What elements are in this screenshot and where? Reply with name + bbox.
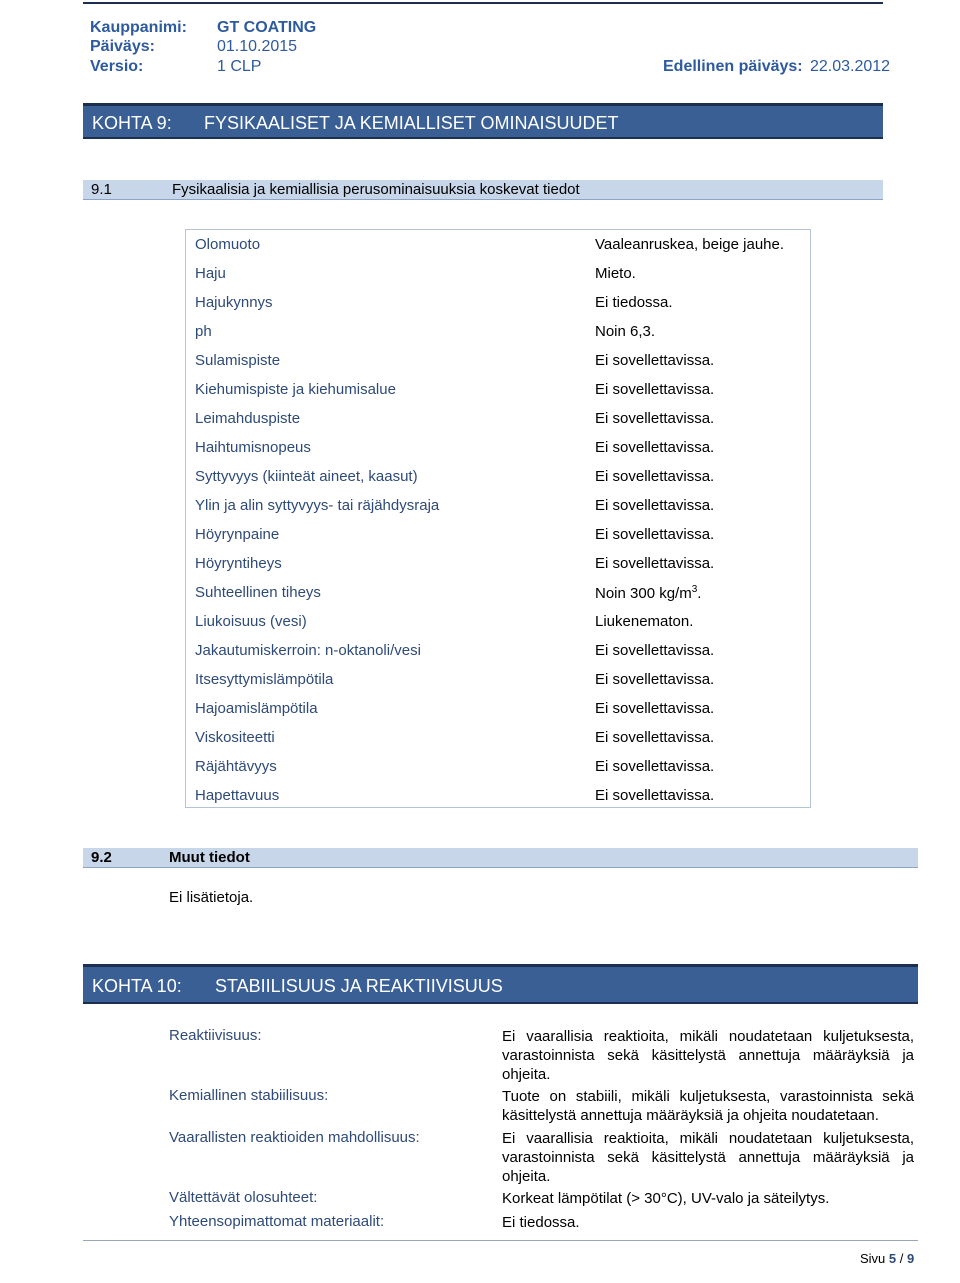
page-total: 9 [907, 1251, 915, 1266]
version-label: Versio: [90, 58, 144, 75]
property-value [595, 439, 714, 456]
property-value-text: Ei sovellettavissa. [595, 642, 715, 659]
property-label: Leimahduspiste [195, 410, 301, 427]
stab-label-hazardous-reactions: Vaarallisten reaktioiden mahdollisuus: [169, 1129, 420, 1146]
property-value [595, 671, 714, 688]
property-label: Itsesyttymislämpötila [195, 671, 334, 688]
subsection-9-2-title: Muut tiedot [169, 849, 250, 866]
date-value: 01.10.2015 [217, 38, 298, 55]
section-10-header [83, 964, 918, 1004]
property-value [595, 787, 714, 804]
property-label: Sulamispiste [195, 352, 281, 369]
property-label: Hapettavuus [195, 787, 280, 804]
property-value [595, 352, 714, 369]
property-value [595, 729, 714, 746]
stab-value-reactivity: Ei vaarallisia reaktioita, mikäli noudatetaan kuljetuksesta, varastoinnista sekä käsittelystä annettuja määräyksiä ja ohjeita. [502, 1028, 914, 1083]
subsection-9-2-header [83, 848, 918, 868]
property-value-text: Ei sovellettavissa. [595, 555, 715, 572]
stab-value-hazardous-reactions: Ei vaarallisia reaktioita, mikäli noudatetaan kuljetuksesta, varastoinnista sekä käsittelystä annettuja määräyksiä ja ohjeita. [502, 1130, 914, 1185]
property-row [186, 433, 810, 462]
property-row [186, 665, 810, 694]
property-row [186, 723, 810, 752]
property-value-text: Ei sovellettavissa. [595, 439, 715, 456]
property-value [595, 468, 714, 485]
property-label: Ylin ja alin syttyvyys- tai räjähdysraja [195, 497, 440, 514]
page-current: 5 [888, 1251, 897, 1266]
section-9-title: FYSIKAALISET JA KEMIALLISET OMINAISUUDET [204, 113, 619, 133]
section-9-number: KOHTA 9: [92, 113, 172, 133]
property-value-text: Mieto. [595, 265, 636, 282]
section-9-header [83, 103, 883, 139]
property-value [595, 497, 714, 514]
stab-label-conditions-to-avoid: Vältettävät olosuhteet: [169, 1189, 318, 1206]
property-label: Olomuoto [195, 236, 261, 253]
prev-date-value: 22.03.2012 [810, 58, 891, 75]
properties-table [185, 229, 811, 808]
footer-rule [83, 1240, 918, 1241]
property-value-text: Ei tiedossa. [595, 294, 673, 311]
property-label: Hajukynnys [195, 294, 273, 311]
stab-label-incompatible-materials: Yhteensopimattomat materiaalit: [169, 1213, 385, 1230]
property-value-text: Ei sovellettavissa. [595, 352, 715, 369]
property-row [186, 375, 810, 404]
property-label: Viskositeetti [195, 729, 275, 746]
prev-date-label: Edellinen päiväys: [663, 58, 803, 75]
property-label: Syttyvyys (kiinteät aineet, kaasut) [195, 468, 418, 485]
property-row [186, 317, 810, 346]
date-label: Päiväys: [90, 38, 155, 55]
top-rule [83, 2, 883, 4]
property-value-superscript: 3 [691, 584, 698, 595]
property-label: Haju [195, 265, 226, 282]
property-value [595, 555, 714, 572]
property-row [186, 752, 810, 781]
property-value [595, 265, 636, 282]
stab-value-stability: Tuote on stabiili, mikäli kuljetuksesta, varastoinnista sekä käsittelystä annettuja määräyksiä ja ohjeita noudatetaan. [502, 1088, 914, 1124]
property-row [186, 781, 810, 810]
property-label: Jakautumiskerroin: n-oktanoli/vesi [195, 642, 421, 659]
property-value [595, 613, 693, 630]
property-row [186, 259, 810, 288]
property-value [595, 700, 714, 717]
stab-label-stability: Kemiallinen stabiilisuus: [169, 1087, 329, 1104]
property-value [595, 323, 655, 340]
subsection-9-2-number: 9.2 [91, 849, 112, 866]
company-value: GT COATING [217, 19, 317, 36]
section-10-number: KOHTA 10: [92, 976, 182, 996]
property-row [186, 636, 810, 665]
stab-label-reactivity: Reaktiivisuus: [169, 1027, 262, 1044]
property-label: Höyryntiheys [195, 555, 282, 572]
property-label: Kiehumispiste ja kiehumisalue [195, 381, 396, 398]
property-value-text: Ei sovellettavissa. [595, 700, 715, 717]
property-row [186, 607, 810, 636]
property-value [595, 381, 714, 398]
property-label: Räjähtävyys [195, 758, 277, 775]
page-label: Sivu [860, 1251, 886, 1266]
subsection-9-1-title: Fysikaalisia ja kemiallisia perusominaisuuksia koskevat tiedot [172, 181, 580, 198]
property-row [186, 404, 810, 433]
property-label: ph [195, 323, 212, 340]
property-value-text: Noin 300 kg/m [595, 585, 692, 602]
property-value-text: Noin 6,3. [595, 323, 656, 340]
property-value [595, 410, 714, 427]
property-value [595, 236, 784, 253]
property-row [186, 578, 810, 607]
property-value-text: Ei sovellettavissa. [595, 526, 715, 543]
property-value-text: Ei sovellettavissa. [595, 497, 715, 514]
property-value-text: Ei sovellettavissa. [595, 671, 715, 688]
property-value [595, 294, 673, 311]
property-value [595, 642, 714, 659]
property-value-text: Ei sovellettavissa. [595, 729, 715, 746]
property-label: Liukoisuus (vesi) [195, 613, 307, 630]
subsection-9-2-text: Ei lisätietoja. [169, 889, 254, 906]
property-value [595, 758, 714, 775]
property-value [595, 526, 714, 543]
property-row [186, 346, 810, 375]
property-value-text: Vaaleanruskea, beige jauhe. [595, 236, 785, 253]
property-row [186, 462, 810, 491]
property-row [186, 230, 810, 259]
property-label: Höyrynpaine [195, 526, 280, 543]
subsection-9-1-header [83, 180, 883, 200]
property-label: Suhteellinen tiheys [195, 584, 321, 601]
page-number [860, 1251, 914, 1266]
company-label: Kauppanimi: [90, 19, 187, 36]
property-value-text: Ei sovellettavissa. [595, 787, 715, 804]
property-row [186, 520, 810, 549]
property-row [186, 288, 810, 317]
property-row [186, 694, 810, 723]
property-value-text: Ei sovellettavissa. [595, 410, 715, 427]
stab-value-incompatible-materials: Ei tiedossa. [502, 1214, 580, 1231]
subsection-9-1-number: 9.1 [91, 181, 112, 198]
property-value [595, 584, 701, 602]
stab-value-conditions-to-avoid: Korkeat lämpötilat (> 30°C), UV-valo ja säteilytys. [502, 1190, 830, 1207]
property-value-text: Liukenematon. [595, 613, 694, 630]
property-value-text: Ei sovellettavissa. [595, 758, 715, 775]
property-label: Haihtumisnopeus [195, 439, 311, 456]
property-value-text: Ei sovellettavissa. [595, 381, 715, 398]
page-separator: / [899, 1251, 904, 1266]
property-label: Hajoamislämpötila [195, 700, 318, 717]
property-value-suffix: . [697, 585, 702, 602]
property-row [186, 491, 810, 520]
section-10-title: STABIILISUUS JA REAKTIIVISUUS [215, 976, 503, 996]
version-value: 1 CLP [217, 58, 262, 75]
property-row [186, 549, 810, 578]
property-value-text: Ei sovellettavissa. [595, 468, 715, 485]
